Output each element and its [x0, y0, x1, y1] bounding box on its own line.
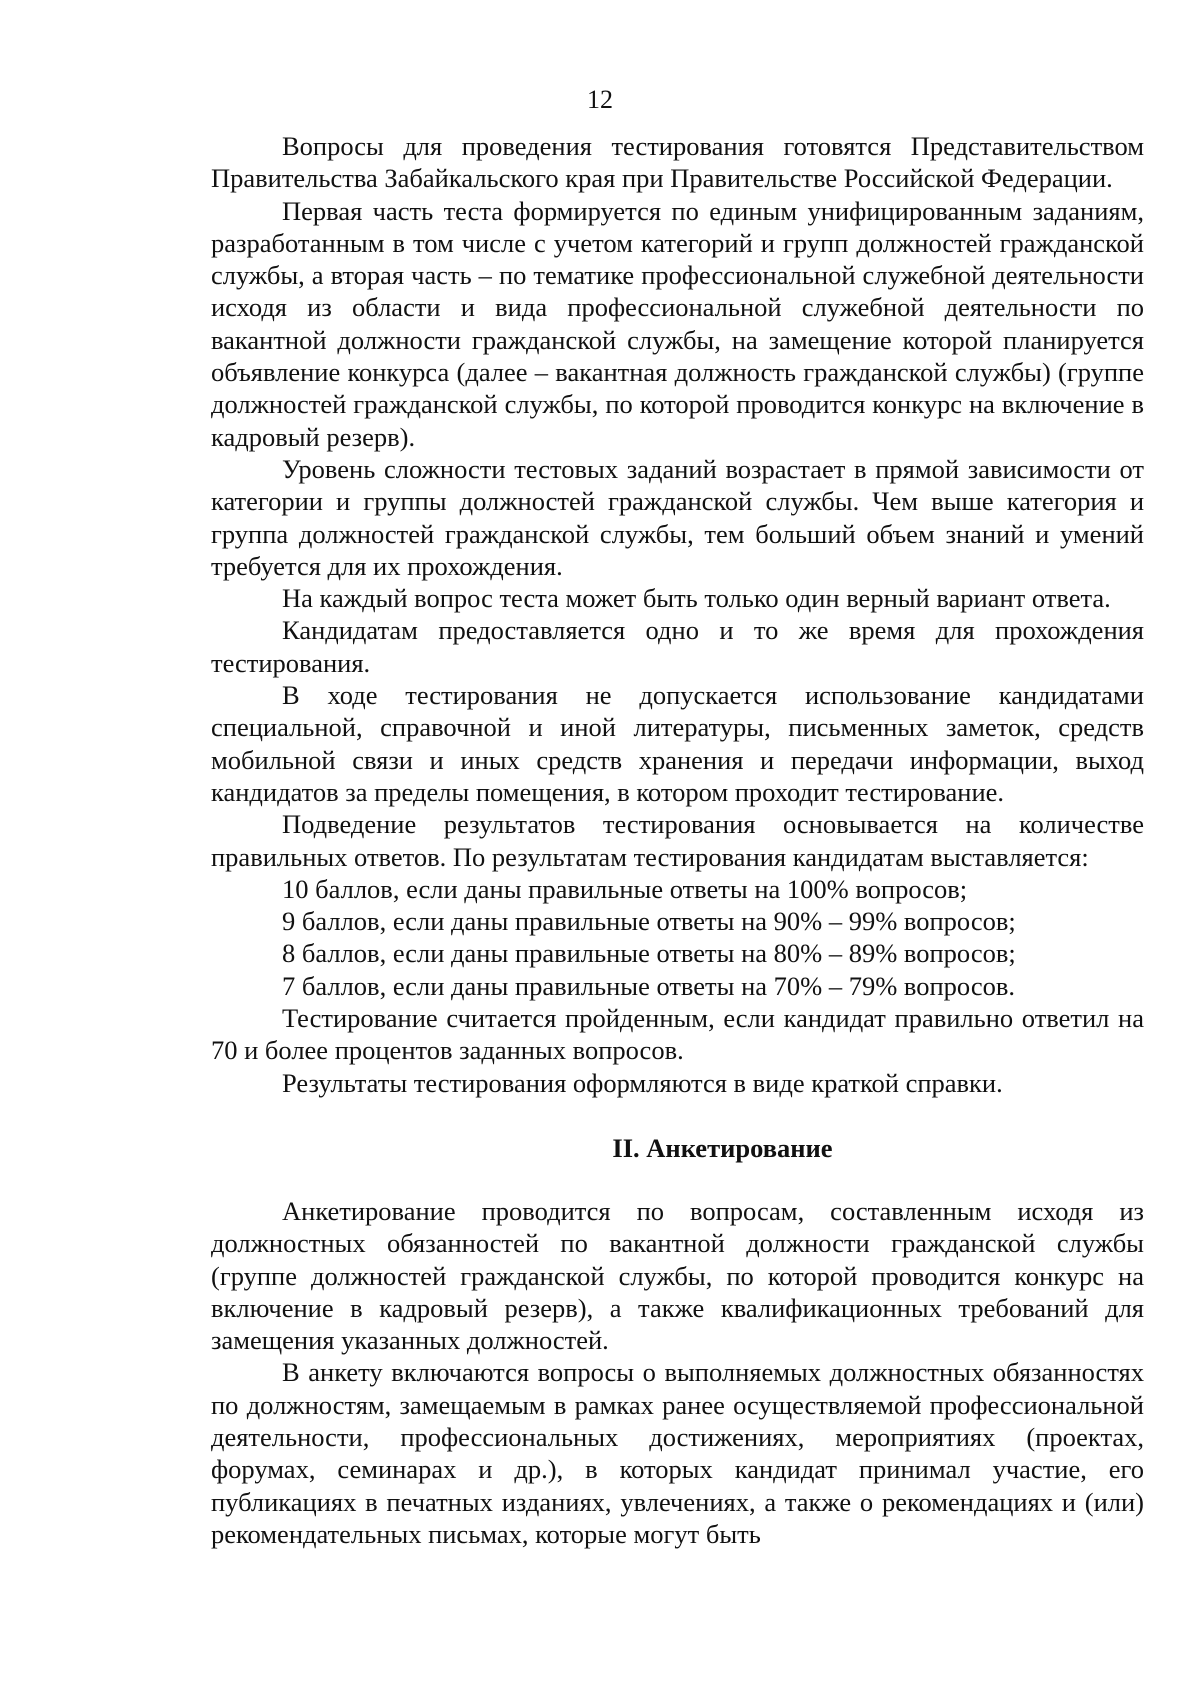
score-list-item: 10 баллов, если даны правильные ответы на 100% вопросов;	[282, 873, 968, 904]
document-body	[211, 130, 1144, 1550]
paragraph: Тестирование считается пройденным, если кандидат правильно ответил на 70 и более процентов заданных вопросов.	[211, 1003, 1144, 1066]
paragraph: Анкетирование проводится по вопросам, составленным исходя из должностных обязанностей по вакантной должности гражданской службы (группе должностей гражданской службы, по которой проводится конкурс на включение в кадровый резерв), а также квалификационных требований для замещения указанных должностей.	[211, 1195, 1144, 1356]
section-heading: II. Анкетирование	[612, 1132, 833, 1163]
page-number: 12	[587, 85, 613, 114]
paragraph: Вопросы для проведения тестирования готовятся Представительством Правительства Забайкальского края при Правительстве Российской Федерации.	[211, 131, 1144, 194]
score-list-item: 7 баллов, если даны правильные ответы на 70% – 79% вопросов.	[282, 970, 1015, 1001]
paragraph: Уровень сложности тестовых заданий возрастает в прямой зависимости от категории и группы должностей гражданской службы. Чем выше категория и группа должностей гражданской службы, тем больший объем знаний и умений требуется для их прохождения.	[211, 453, 1144, 581]
paragraph: Кандидатам предоставляется одно и то же время для прохождения тестирования.	[211, 615, 1144, 678]
paragraph: В ходе тестирования не допускается использование кандидатами специальной, справочной и иной литературы, письменных заметок, средств мобильной связи и иных средств хранения и передачи информации, выход кандидатов за пределы помещения, в котором проходит тестирование.	[211, 680, 1144, 807]
score-list-item: 9 баллов, если даны правильные ответы на 90% – 99% вопросов;	[282, 906, 1016, 937]
paragraph: Первая часть теста формируется по единым унифицированным заданиям, разработанным в том числе с учетом категорий и групп должностей гражданской службы, а вторая часть – по тематике профессиональной служебной деятельности исходя из области и вида профессиональной служебной деятельности по вакантной должности гражданской службы, на замещение которой планируется объявление конкурса (далее – вакантная должность гражданской службы) (группе должностей гражданской службы, по которой проводится конкурс на включение в кадровый резерв).	[211, 195, 1144, 452]
score-list-item: 8 баллов, если даны правильные ответы на 80% – 89% вопросов;	[282, 938, 1016, 969]
paragraph: Результаты тестирования оформляются в виде краткой справки.	[282, 1067, 1003, 1098]
paragraph: На каждый вопрос теста может быть только один верный вариант ответа.	[282, 583, 1111, 614]
paragraph: Подведение результатов тестирования основывается на количестве правильных ответов. По результатам тестирования кандидатам выставляется:	[211, 809, 1144, 872]
paragraph: В анкету включаются вопросы о выполняемых должностных обязанностях по должностям, замещаемым в рамках ранее осуществляемой профессиональной деятельности, профессиональных достижениях, мероприятиях (проектах, форумах, семинарах и др.), в которых кандидат принимал участие, его публикациях в печатных изданиях, увлечениях, а также о рекомендациях и (или) рекомендательных письмах, которые могут быть	[211, 1357, 1144, 1549]
